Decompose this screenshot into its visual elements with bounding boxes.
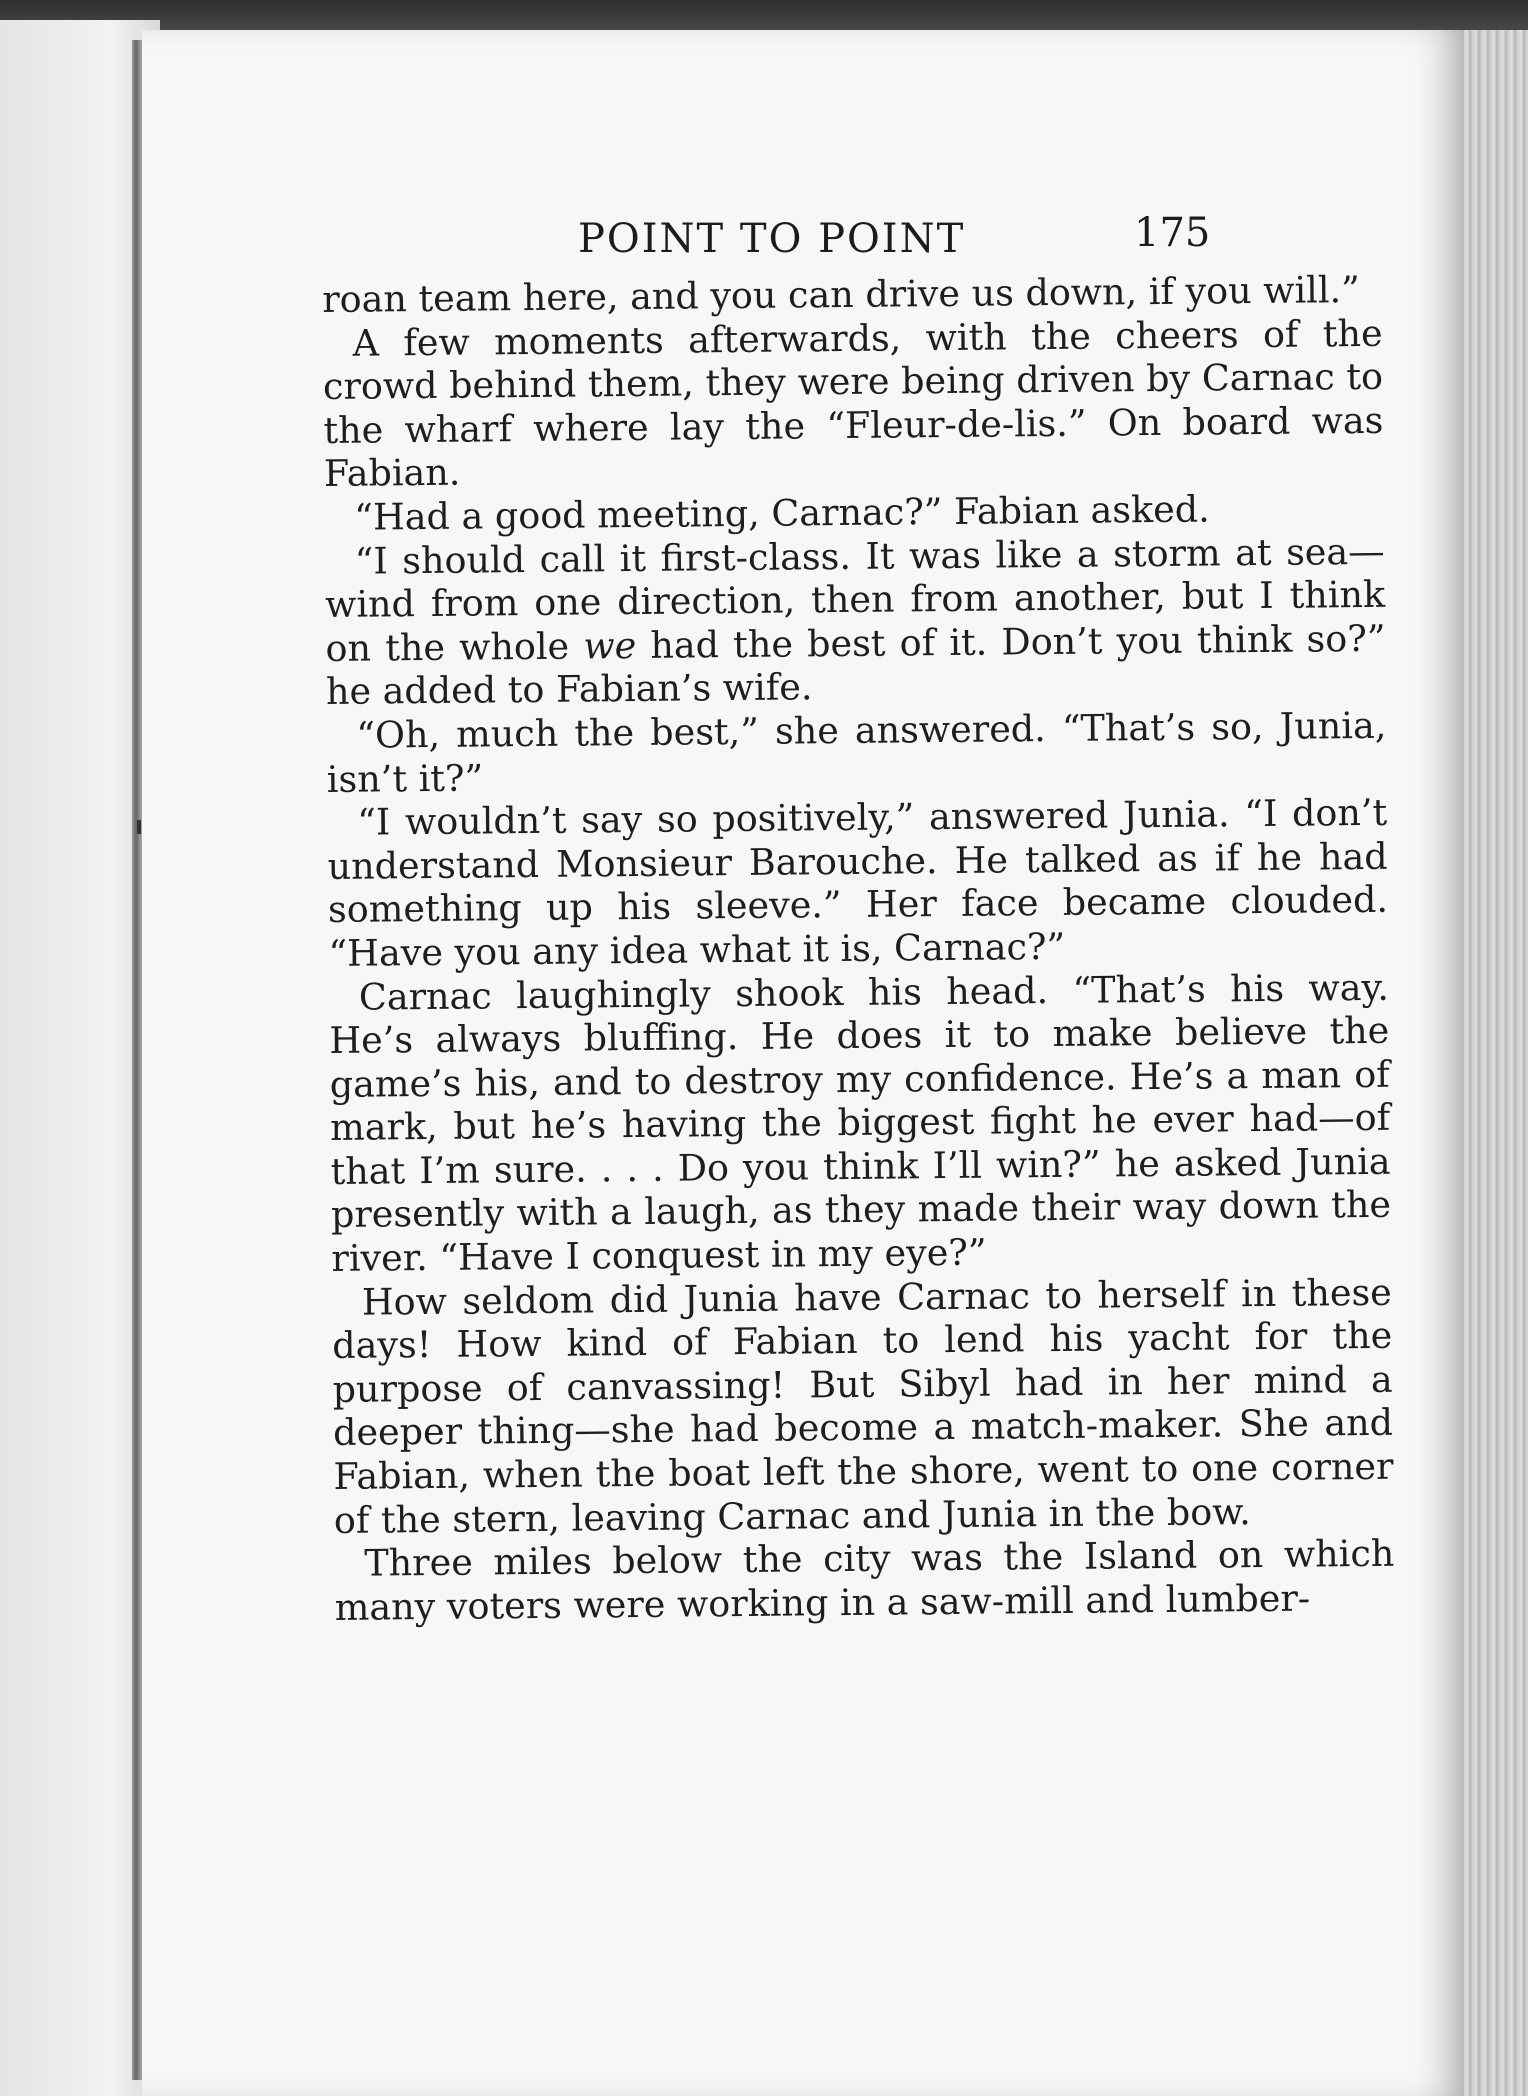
gutter-speck (137, 820, 141, 834)
paragraph: “Had a good meeting, Carnac?” Fabian asked. (354, 487, 1210, 539)
running-title: POINT TO POINT (578, 216, 966, 262)
paragraph: How seldom did Junia have Carnac to herself in these days! How kind of Fabian to lend his yacht for the purpose of canvassing! But Sibyl had in her mind a deeper thing—she had become a match-maker. She and Fabian, when the boat left the shore, went to one corner of the stern, leaving Carnac and Junia in the bow. (332, 1270, 1394, 1542)
body-text (322, 268, 1395, 1630)
book-page (142, 30, 1464, 2096)
paragraph: Carnac laughingly shook his head. “That’s his way. He’s always bluffing. He does it to make believe the game’s his, and to destroy my confidence. He’s a man of mark, but he’s having the biggest fight he ever had—of that I’m sure. . . . Do you think I’ll win?” he asked Junia presently with a laugh, as they made their way down the river. “Have I conquest in my eye?” (329, 965, 1392, 1281)
page-stack-edge (1464, 30, 1528, 2096)
paragraph: “I wouldn’t say so positively,” answered Junia. “I don’t understand Monsieur Barouche. He talked as if he had something up his sleeve.” Her face became clouded. “Have you any idea what it is, Carnac?” (327, 790, 1389, 975)
scan-top-border (0, 0, 1528, 34)
emphasis-word: we (583, 623, 637, 668)
paragraph (325, 529, 1387, 714)
paragraph-segment: “I should call it first-class. It was like a storm at sea—wind from one direction, then from another, but I think on the whole (324, 529, 1386, 670)
paragraph: roan team here, and you can drive us down, if you will.” (322, 268, 1360, 321)
page-number: 175 (1134, 210, 1211, 256)
paragraph: Three miles below the city was the Island on which many voters were working in a saw-mill and lumber- (334, 1531, 1395, 1629)
book-gutter (132, 40, 142, 2080)
paragraph: A few moments afterwards, with the cheers of the crowd behind them, they were being driven by Carnac to the wharf where lay the “Fleur-de-lis.” On board was Fabian. (322, 311, 1384, 496)
paragraph-segment: had the best of it. Don’t you think so?” he added to Fabian’s wife. (325, 616, 1386, 714)
page-header (142, 180, 1464, 260)
paragraph: “Oh, much the best,” she answered. “That’s so, Junia, isn’t it?” (326, 703, 1387, 801)
